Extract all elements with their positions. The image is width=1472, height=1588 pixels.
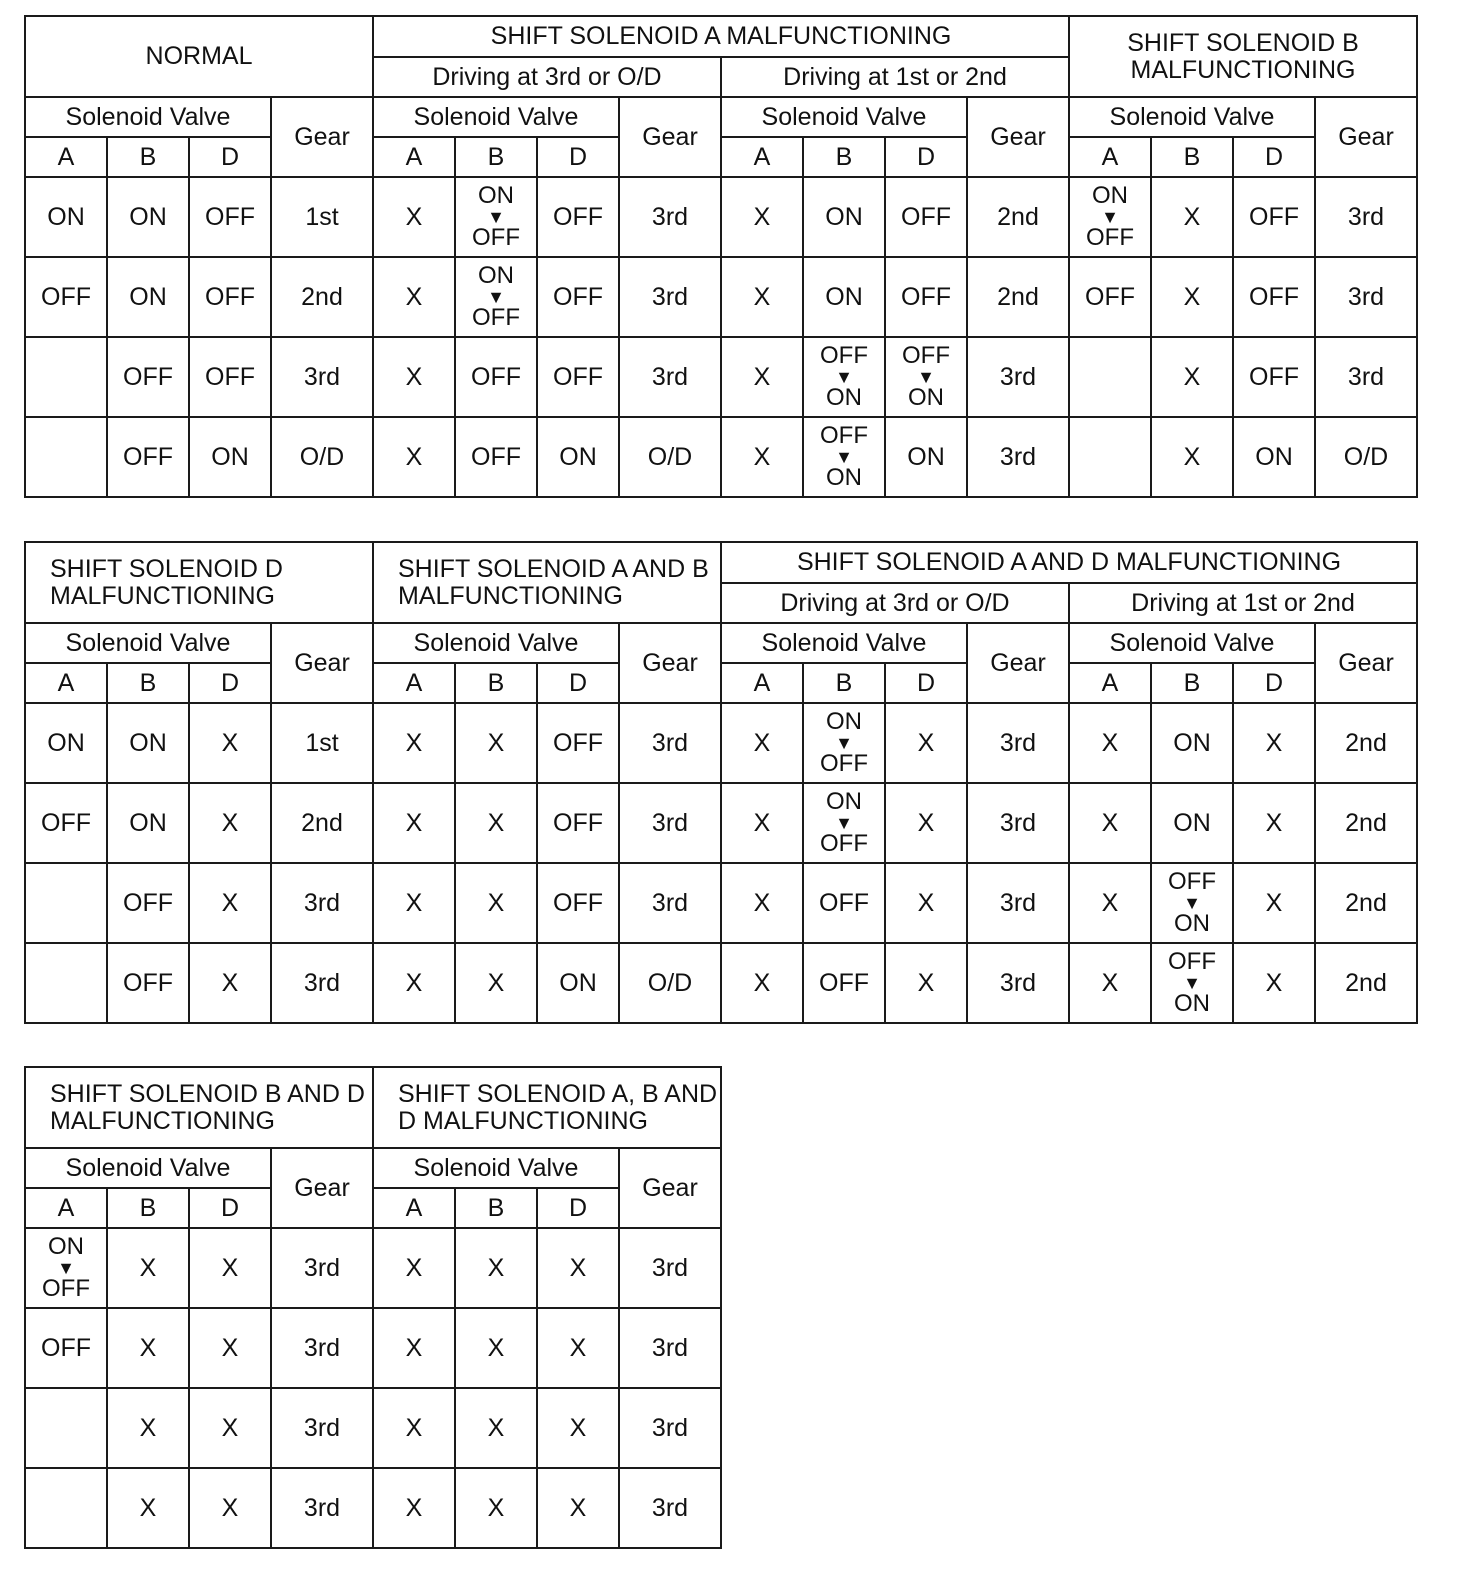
valve-state-cell: X: [885, 783, 967, 863]
valve-state-cell: OFF: [189, 337, 271, 417]
valve-state-cell: X: [1069, 943, 1151, 1023]
valve-state-cell: X: [373, 863, 455, 943]
transition-to: ON: [1174, 910, 1210, 937]
down-arrow-icon: ▼: [835, 813, 853, 833]
table-row: [25, 1308, 721, 1388]
table-row: [25, 177, 1417, 257]
valve-state-cell: ON: [1233, 417, 1315, 497]
gear-cell: 2nd: [1315, 783, 1417, 863]
valve-a-header: A: [25, 137, 107, 177]
gear-cell: O/D: [619, 943, 721, 1023]
gear-header: Gear: [1315, 97, 1417, 177]
valve-state-cell: OFF: [455, 337, 537, 417]
valve-state-cell: OFF: [885, 257, 967, 337]
solenoid-valve-header: Solenoid Valve: [1069, 623, 1315, 663]
valve-state-cell: [803, 417, 885, 497]
table-row: [25, 703, 1417, 783]
transition-from: OFF: [902, 342, 950, 369]
gear-cell: 3rd: [967, 417, 1069, 497]
table-row: [25, 417, 1417, 497]
gear-header: Gear: [967, 97, 1069, 177]
transition-to: OFF: [42, 1275, 90, 1302]
valve-state-cell: ON: [803, 257, 885, 337]
valve-state-cell: X: [373, 417, 455, 497]
valve-b-header: B: [1151, 137, 1233, 177]
valve-a-header: A: [25, 1188, 107, 1228]
driving-condition: Driving at 1st or 2nd: [1069, 583, 1417, 623]
valve-state-cell: X: [721, 863, 803, 943]
valve-state-cell: OFF: [537, 337, 619, 417]
valve-state-cell: [25, 1228, 107, 1308]
valve-state-cell: X: [537, 1468, 619, 1548]
valve-state-cell: ON: [25, 177, 107, 257]
valve-state-cell: ON: [189, 417, 271, 497]
valve-state-cell: X: [455, 1308, 537, 1388]
group-title: SHIFT SOLENOID D MALFUNCTIONING: [25, 542, 373, 623]
state-transition: [1152, 870, 1232, 936]
solenoid-valve-header: Solenoid Valve: [373, 1148, 619, 1188]
gear-cell: 3rd: [1315, 337, 1417, 417]
valve-state-cell: [1069, 417, 1151, 497]
valve-state-cell: X: [189, 863, 271, 943]
valve-state-cell: X: [1069, 783, 1151, 863]
table-row: [25, 863, 1417, 943]
gear-cell: 3rd: [967, 943, 1069, 1023]
gear-cell: 3rd: [619, 863, 721, 943]
valve-state-cell: X: [721, 703, 803, 783]
valve-state-cell: ON: [107, 703, 189, 783]
valve-state-cell: X: [373, 257, 455, 337]
valve-d-header: D: [885, 137, 967, 177]
gear-header: Gear: [271, 97, 373, 177]
valve-state-cell: X: [455, 703, 537, 783]
valve-state-cell: OFF: [25, 257, 107, 337]
valve-d-header: D: [885, 663, 967, 703]
valve-state-cell: ON: [25, 703, 107, 783]
down-arrow-icon: ▼: [917, 367, 935, 387]
valve-state-cell: OFF: [455, 417, 537, 497]
gear-cell: O/D: [619, 417, 721, 497]
valve-state-cell: X: [455, 783, 537, 863]
valve-state-cell: X: [373, 783, 455, 863]
valve-state-cell: OFF: [1233, 337, 1315, 417]
valve-b-header: B: [803, 663, 885, 703]
gear-cell: 3rd: [619, 1468, 721, 1548]
valve-state-cell: X: [1151, 257, 1233, 337]
gear-cell: 3rd: [271, 943, 373, 1023]
transition-from: ON: [478, 182, 514, 209]
state-transition: [886, 344, 966, 410]
gear-cell: 3rd: [619, 1308, 721, 1388]
transition-from: OFF: [820, 342, 868, 369]
valve-b-header: B: [1151, 663, 1233, 703]
valve-state-cell: X: [1233, 783, 1315, 863]
valve-state-cell: X: [537, 1308, 619, 1388]
group-title: SHIFT SOLENOID A MALFUNCTIONING: [373, 16, 1069, 57]
valve-d-header: D: [189, 137, 271, 177]
valve-b-header: B: [455, 137, 537, 177]
group-title: NORMAL: [25, 16, 373, 97]
transition-to: OFF: [1086, 224, 1134, 251]
valve-state-cell: X: [373, 1308, 455, 1388]
valve-state-cell: [25, 337, 107, 417]
valve-b-header: B: [455, 663, 537, 703]
valve-state-cell: X: [373, 1228, 455, 1308]
valve-state-cell: X: [721, 337, 803, 417]
gear-cell: 2nd: [271, 257, 373, 337]
gear-cell: 3rd: [271, 1468, 373, 1548]
gear-cell: 3rd: [967, 703, 1069, 783]
valve-state-cell: [455, 177, 537, 257]
gear-cell: 1st: [271, 177, 373, 257]
valve-state-cell: X: [189, 1388, 271, 1468]
valve-state-cell: [803, 783, 885, 863]
valve-state-cell: ON: [107, 257, 189, 337]
valve-state-cell: X: [1233, 943, 1315, 1023]
transition-to: ON: [1174, 990, 1210, 1017]
gear-header: Gear: [1315, 623, 1417, 703]
valve-state-cell: ON: [537, 417, 619, 497]
valve-state-cell: OFF: [189, 177, 271, 257]
solenoid-table-2: [24, 541, 1418, 1024]
valve-a-header: A: [373, 137, 455, 177]
gear-cell: 3rd: [619, 177, 721, 257]
down-arrow-icon: ▼: [487, 207, 505, 227]
valve-state-cell: [25, 1468, 107, 1548]
solenoid-valve-header: Solenoid Valve: [25, 97, 271, 137]
solenoid-valve-header: Solenoid Valve: [721, 97, 967, 137]
valve-state-cell: X: [1151, 177, 1233, 257]
down-arrow-icon: ▼: [487, 287, 505, 307]
down-arrow-icon: ▼: [835, 367, 853, 387]
valve-state-cell: X: [721, 417, 803, 497]
gear-header: Gear: [619, 1148, 721, 1228]
table-row: [25, 1388, 721, 1468]
valve-state-cell: OFF: [1233, 177, 1315, 257]
valve-state-cell: X: [107, 1388, 189, 1468]
valve-a-header: A: [721, 137, 803, 177]
valve-state-cell: X: [189, 783, 271, 863]
table-row: [25, 943, 1417, 1023]
valve-state-cell: X: [455, 863, 537, 943]
valve-state-cell: X: [107, 1308, 189, 1388]
transition-from: ON: [826, 788, 862, 815]
valve-state-cell: X: [455, 1388, 537, 1468]
table-row: [25, 783, 1417, 863]
down-arrow-icon: ▼: [57, 1258, 75, 1278]
valve-state-cell: [455, 257, 537, 337]
driving-condition: Driving at 1st or 2nd: [721, 57, 1069, 97]
state-transition: [804, 424, 884, 490]
transition-to: ON: [826, 384, 862, 411]
valve-state-cell: [25, 417, 107, 497]
valve-state-cell: OFF: [1069, 257, 1151, 337]
solenoid-table-3: [24, 1066, 722, 1549]
table-row: [25, 1228, 721, 1308]
table-row: [25, 337, 1417, 417]
valve-state-cell: OFF: [803, 943, 885, 1023]
transition-from: OFF: [1168, 868, 1216, 895]
solenoid-valve-header: Solenoid Valve: [25, 1148, 271, 1188]
driving-condition: Driving at 3rd or O/D: [373, 57, 721, 97]
gear-header: Gear: [619, 97, 721, 177]
state-transition: [26, 1235, 106, 1301]
valve-state-cell: X: [885, 703, 967, 783]
valve-b-header: B: [107, 1188, 189, 1228]
valve-state-cell: OFF: [107, 337, 189, 417]
valve-state-cell: X: [455, 1468, 537, 1548]
valve-state-cell: [25, 863, 107, 943]
valve-state-cell: X: [189, 703, 271, 783]
valve-state-cell: OFF: [107, 863, 189, 943]
gear-cell: 3rd: [1315, 257, 1417, 337]
state-transition: [456, 184, 536, 250]
gear-cell: 2nd: [967, 257, 1069, 337]
transition-from: ON: [48, 1233, 84, 1260]
state-transition: [804, 344, 884, 410]
valve-state-cell: X: [373, 1468, 455, 1548]
valve-state-cell: X: [373, 177, 455, 257]
valve-state-cell: ON: [1151, 703, 1233, 783]
gear-cell: 3rd: [967, 783, 1069, 863]
gear-cell: 3rd: [619, 257, 721, 337]
valve-state-cell: [803, 703, 885, 783]
valve-state-cell: OFF: [537, 863, 619, 943]
gear-cell: 3rd: [271, 1388, 373, 1468]
transition-to: ON: [826, 464, 862, 491]
valve-state-cell: [885, 337, 967, 417]
valve-state-cell: X: [721, 257, 803, 337]
table-row: [25, 1468, 721, 1548]
valve-state-cell: X: [189, 943, 271, 1023]
state-transition: [1152, 950, 1232, 1016]
valve-d-header: D: [537, 137, 619, 177]
valve-state-cell: [1151, 863, 1233, 943]
valve-state-cell: X: [885, 943, 967, 1023]
valve-state-cell: ON: [803, 177, 885, 257]
valve-state-cell: OFF: [885, 177, 967, 257]
gear-cell: O/D: [271, 417, 373, 497]
gear-cell: 2nd: [1315, 863, 1417, 943]
state-transition: [804, 710, 884, 776]
valve-state-cell: X: [455, 1228, 537, 1308]
valve-state-cell: OFF: [1233, 257, 1315, 337]
valve-state-cell: OFF: [537, 703, 619, 783]
valve-state-cell: [803, 337, 885, 417]
valve-state-cell: ON: [885, 417, 967, 497]
valve-state-cell: X: [107, 1228, 189, 1308]
valve-state-cell: X: [1069, 703, 1151, 783]
table-row: [25, 257, 1417, 337]
gear-header: Gear: [619, 623, 721, 703]
gear-cell: 2nd: [1315, 943, 1417, 1023]
gear-cell: 3rd: [271, 863, 373, 943]
transition-from: OFF: [820, 422, 868, 449]
valve-a-header: A: [373, 663, 455, 703]
valve-state-cell: X: [189, 1228, 271, 1308]
valve-state-cell: [1151, 943, 1233, 1023]
valve-state-cell: ON: [107, 177, 189, 257]
valve-state-cell: [25, 943, 107, 1023]
gear-cell: 3rd: [619, 1228, 721, 1308]
valve-state-cell: X: [107, 1468, 189, 1548]
group-title: SHIFT SOLENOID A, B AND D MALFUNCTIONING: [373, 1067, 721, 1148]
gear-cell: 3rd: [271, 1228, 373, 1308]
down-arrow-icon: ▼: [1183, 893, 1201, 913]
valve-d-header: D: [537, 663, 619, 703]
valve-state-cell: X: [1151, 417, 1233, 497]
gear-cell: 3rd: [619, 703, 721, 783]
valve-state-cell: X: [721, 943, 803, 1023]
solenoid-valve-header: Solenoid Valve: [25, 623, 271, 663]
transition-to: ON: [908, 384, 944, 411]
valve-b-header: B: [803, 137, 885, 177]
valve-state-cell: OFF: [25, 783, 107, 863]
valve-d-header: D: [1233, 663, 1315, 703]
valve-state-cell: [25, 1388, 107, 1468]
solenoid-valve-header: Solenoid Valve: [721, 623, 967, 663]
valve-state-cell: ON: [537, 943, 619, 1023]
gear-cell: 3rd: [619, 783, 721, 863]
gear-header: Gear: [967, 623, 1069, 703]
down-arrow-icon: ▼: [1183, 973, 1201, 993]
valve-state-cell: X: [189, 1308, 271, 1388]
valve-state-cell: X: [189, 1468, 271, 1548]
down-arrow-icon: ▼: [1101, 207, 1119, 227]
valve-state-cell: X: [1069, 863, 1151, 943]
group-title: SHIFT SOLENOID B MALFUNCTIONING: [1069, 16, 1417, 97]
valve-state-cell: OFF: [537, 257, 619, 337]
gear-cell: 3rd: [619, 337, 721, 417]
gear-cell: 3rd: [967, 337, 1069, 417]
gear-cell: 1st: [271, 703, 373, 783]
transition-from: OFF: [1168, 948, 1216, 975]
valve-a-header: A: [25, 663, 107, 703]
gear-cell: 2nd: [967, 177, 1069, 257]
valve-state-cell: X: [1151, 337, 1233, 417]
valve-state-cell: X: [537, 1388, 619, 1468]
valve-state-cell: X: [721, 177, 803, 257]
gear-header: Gear: [271, 1148, 373, 1228]
gear-header: Gear: [271, 623, 373, 703]
transition-from: ON: [1092, 182, 1128, 209]
valve-b-header: B: [107, 137, 189, 177]
gear-cell: 2nd: [271, 783, 373, 863]
valve-a-header: A: [1069, 137, 1151, 177]
group-title: SHIFT SOLENOID A AND D MALFUNCTIONING: [721, 542, 1417, 583]
valve-state-cell: ON: [1151, 783, 1233, 863]
valve-state-cell: [1069, 337, 1151, 417]
valve-state-cell: X: [1233, 703, 1315, 783]
valve-d-header: D: [189, 663, 271, 703]
valve-d-header: D: [1233, 137, 1315, 177]
valve-b-header: B: [455, 1188, 537, 1228]
group-title: SHIFT SOLENOID A AND B MALFUNCTIONING: [373, 542, 721, 623]
gear-cell: 3rd: [967, 863, 1069, 943]
state-transition: [456, 264, 536, 330]
valve-d-header: D: [189, 1188, 271, 1228]
valve-state-cell: X: [885, 863, 967, 943]
gear-cell: 3rd: [619, 1388, 721, 1468]
gear-cell: 3rd: [271, 337, 373, 417]
transition-to: OFF: [472, 224, 520, 251]
valve-state-cell: X: [455, 943, 537, 1023]
valve-state-cell: OFF: [537, 783, 619, 863]
valve-a-header: A: [1069, 663, 1151, 703]
gear-cell: 3rd: [1315, 177, 1417, 257]
solenoid-table-1: [24, 15, 1418, 498]
valve-state-cell: X: [373, 943, 455, 1023]
transition-from: ON: [478, 262, 514, 289]
gear-cell: 3rd: [271, 1308, 373, 1388]
group-title: SHIFT SOLENOID B AND D MALFUNCTIONING: [25, 1067, 373, 1148]
transition-to: OFF: [820, 830, 868, 857]
valve-state-cell: OFF: [803, 863, 885, 943]
valve-state-cell: OFF: [25, 1308, 107, 1388]
state-transition: [804, 790, 884, 856]
valve-state-cell: [1069, 177, 1151, 257]
valve-state-cell: X: [721, 783, 803, 863]
valve-state-cell: X: [373, 1388, 455, 1468]
valve-state-cell: X: [373, 703, 455, 783]
down-arrow-icon: ▼: [835, 447, 853, 467]
down-arrow-icon: ▼: [835, 733, 853, 753]
valve-state-cell: OFF: [537, 177, 619, 257]
transition-to: OFF: [820, 750, 868, 777]
gear-cell: O/D: [1315, 417, 1417, 497]
gear-cell: 2nd: [1315, 703, 1417, 783]
state-transition: [1070, 184, 1150, 250]
valve-state-cell: X: [1233, 863, 1315, 943]
valve-state-cell: X: [373, 337, 455, 417]
valve-state-cell: ON: [107, 783, 189, 863]
valve-state-cell: X: [537, 1228, 619, 1308]
transition-from: ON: [826, 708, 862, 735]
transition-to: OFF: [472, 304, 520, 331]
solenoid-valve-header: Solenoid Valve: [373, 623, 619, 663]
driving-condition: Driving at 3rd or O/D: [721, 583, 1069, 623]
valve-d-header: D: [537, 1188, 619, 1228]
valve-a-header: A: [721, 663, 803, 703]
valve-state-cell: OFF: [189, 257, 271, 337]
valve-a-header: A: [373, 1188, 455, 1228]
valve-state-cell: OFF: [107, 417, 189, 497]
valve-b-header: B: [107, 663, 189, 703]
solenoid-valve-header: Solenoid Valve: [373, 97, 619, 137]
solenoid-valve-header: Solenoid Valve: [1069, 97, 1315, 137]
valve-state-cell: OFF: [107, 943, 189, 1023]
